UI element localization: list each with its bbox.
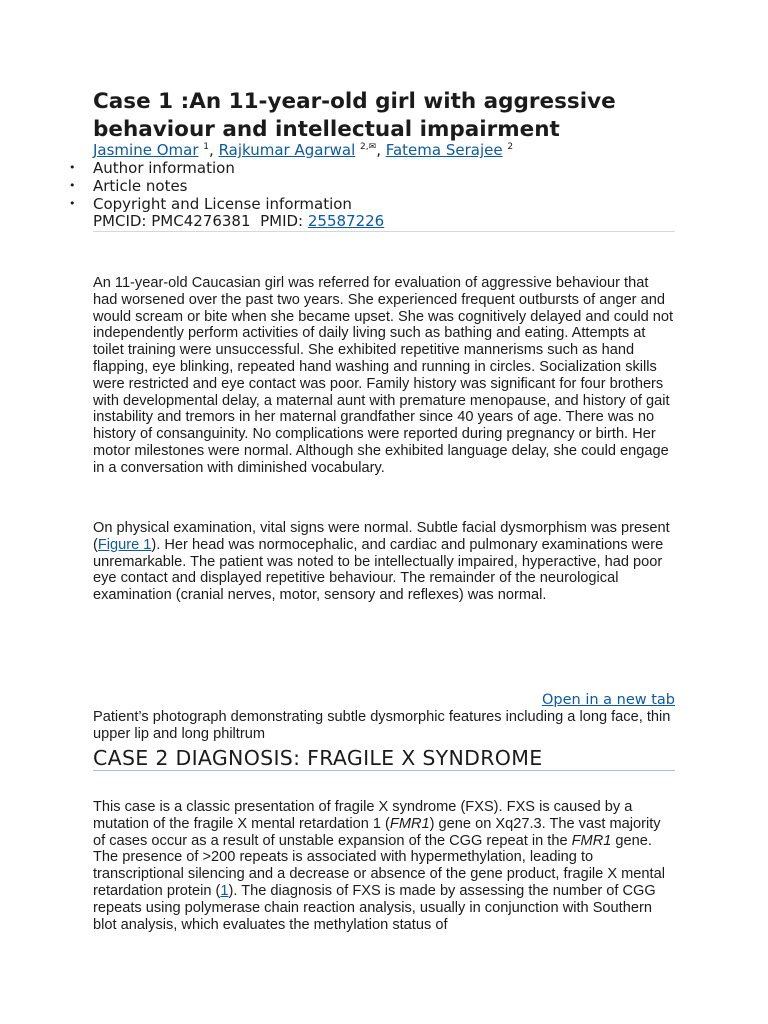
author-affiliation-sup: 2 bbox=[507, 142, 514, 152]
article-notes-toggle[interactable]: • Article notes bbox=[93, 177, 352, 195]
case2-heading-underline bbox=[93, 770, 675, 771]
exam-text-end: ). Her head was normocephalic, and cardiac and pulmonary examinations were unremarkable. The patient was noted to be intellectually impaired, hyperactive, had poor eye contact and displayed repetitive behaviour. The remainder of the neurological examination (cranial nerves, motor, sensory and reflexes) was normal. bbox=[93, 536, 664, 604]
header-divider bbox=[93, 231, 675, 232]
author-link-omar[interactable]: Jasmine Omar bbox=[93, 141, 199, 159]
diagnosis-text-b: ) gene on Xq27.3. The vast majority of cases occur as a result of unstable expansion of the CGG repeat in the bbox=[93, 815, 661, 849]
article-title: Case 1 :An 11-year-old girl with aggressive behaviour and intellectual impairment bbox=[93, 89, 616, 142]
pmcid-label: PMCID: PMC4276381 bbox=[93, 212, 251, 230]
pmid-link[interactable]: 25587226 bbox=[307, 212, 385, 230]
author-list: Jasmine Omar $^1$, Rajkumar Agarwal $^{2,✉}$, Fatema Serajee $^2$ bbox=[93, 141, 514, 159]
case2-heading: CASE 2 DIAGNOSIS: FRAGILE X SYNDROME bbox=[93, 746, 543, 770]
pmid-label: PMID: bbox=[260, 212, 304, 230]
diagnosis-text-a: This case is a classic presentation of fragile X syndrome (FXS). FXS is caused by a mutation of the fragile X mental retardation 1 ( bbox=[93, 799, 633, 832]
author-affiliation-sup: 1 bbox=[203, 142, 210, 152]
case2-diagnosis-paragraph bbox=[93, 799, 675, 933]
reference-1-link[interactable]: 1 bbox=[220, 882, 229, 899]
author-link-agarwal[interactable]: Rajkumar Agarwal bbox=[218, 141, 356, 159]
gene-name-fmr1: FMR1 bbox=[389, 815, 430, 832]
case1-exam-paragraph bbox=[93, 520, 675, 604]
figure-open-tab-row bbox=[93, 691, 675, 709]
figure-1-link[interactable]: Figure 1 bbox=[97, 536, 152, 553]
author-information-toggle[interactable]: • Author information bbox=[93, 159, 352, 177]
diagnosis-text-d: ). The diagnosis of FXS is made by assessing the number of CGG repeats using polymerase chain reaction analysis, usually in conjunction with Southern blot analysis, which evaluates the methylation status of bbox=[93, 882, 656, 933]
author-affiliation-sup: 2,✉ bbox=[360, 142, 377, 152]
article-meta-list bbox=[93, 159, 352, 213]
gene-name-fmr1: FMR1 bbox=[571, 832, 612, 849]
case1-history-paragraph: An 11-year-old Caucasian girl was referred for evaluation of aggressive behaviour that had worsened over the past two years. She experienced frequent outbursts of anger and would scream or bite when she became upset. She was cognitively delayed and could not independently perform activities of daily living such as bathing and eating. Attempts at toilet training were unsuccessful. She exhibited repetitive mannerisms such as hand flapping, eye blinking, repeated hand washing and running in circles. Socialization skills were restricted and eye contact was poor. Family history was significant for four brothers with developmental delay, a maternal aunt with premature menopause, and history of gait instability and tremors in her maternal grandfather since 40 years of age. There was no history of consanguinity. No complications were reported during pregnancy or birth. Her motor milestones were normal. Although she exhibited language delay, she could engage in a conversation with diminished vocabulary. bbox=[93, 275, 674, 476]
article-identifiers bbox=[93, 212, 675, 230]
exam-text-start: On physical examination, vital signs were normal. Subtle facial dysmorphism was present ( bbox=[93, 520, 670, 553]
author-link-serajee[interactable]: Fatema Serajee bbox=[385, 141, 503, 159]
copyright-license-toggle[interactable]: • Copyright and License information bbox=[93, 195, 352, 213]
diagnosis-text-c: gene. The presence of >200 repeats is associated with hypermethylation, leading to transcriptional silencing and a decrease or absence of the gene product, fragile X mental retardation protein ( bbox=[93, 832, 665, 899]
figure-caption: Patient’s photograph demonstrating subtle dysmorphic features including a long face, thin upper lip and long philtrum bbox=[93, 709, 671, 742]
open-in-new-tab-link[interactable]: Open in a new tab bbox=[541, 692, 675, 708]
